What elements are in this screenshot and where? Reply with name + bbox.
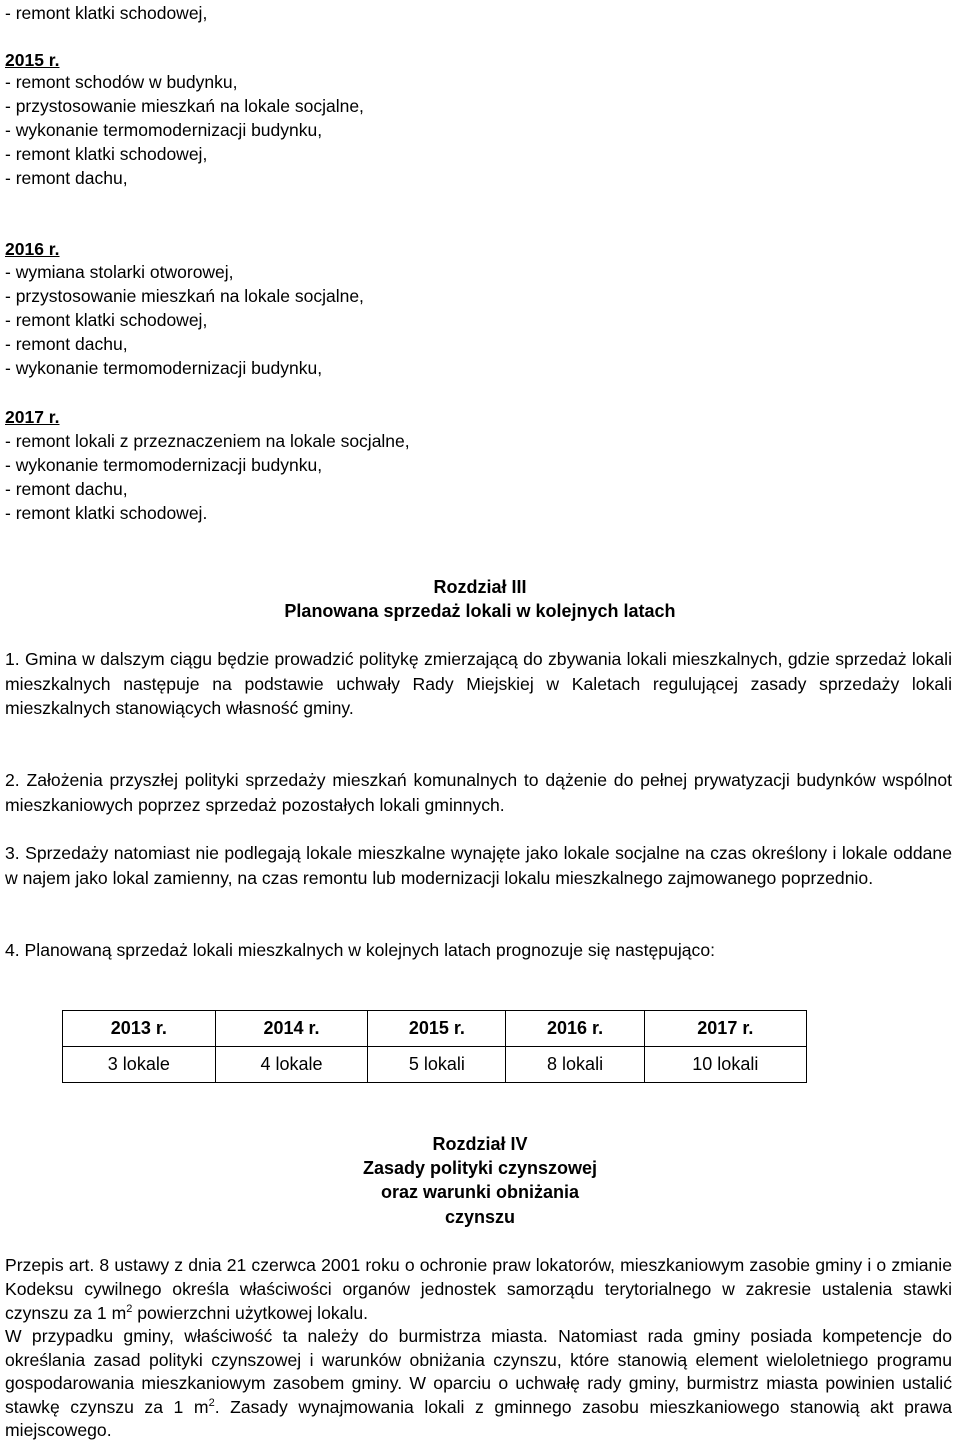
list-item: - remont klatki schodowej. [5,503,208,523]
list-item: - remont dachu, [5,479,128,499]
table-header-row [63,1011,807,1047]
table-cell: 3 lokale [63,1047,216,1083]
year-heading-2017: 2017 r. [5,407,60,427]
paragraph-text: W przypadku gminy, właściwość ta należy do burmistrza miasta. Natomiast rada gminy posiada kompetencje do określania zasad polityki czynszowej i warunków obniżania czynszu, które stanowią element wieloletniego programu gospodarowania mieszkaniowym zasobem gminy. W oparciu o uchwałę rady gminy, burmistrz miasta powinien ustalić stawkę czynszu za 1 m [5,1326,952,1417]
list-item: - wymiana stolarki otworowej, [5,262,234,282]
table-header-cell: 2016 r. [506,1011,644,1047]
chapter-subtitle: Planowana sprzedaż lokali w kolejnych latach [284,601,676,621]
table-cell: 8 lokali [506,1047,644,1083]
table-row [63,1047,807,1083]
paragraph [5,1325,952,1443]
table-header-cell: 2014 r. [215,1011,368,1047]
chapter-subtitle: oraz warunki obniżania [380,1182,580,1202]
list-item: - remont dachu, [5,168,128,188]
list-item: - wykonanie termomodernizacji budynku, [5,358,323,378]
list-item: - przystosowanie mieszkań na lokale socjalne, [5,96,364,116]
table-header-cell: 2015 r. [368,1011,506,1047]
list-item: - remont klatki schodowej, [5,310,208,330]
chapter-subtitle: Zasady polityki czynszowej [362,1158,598,1178]
list-item: - remont lokali z przeznaczeniem na lokale socjalne, [5,431,410,451]
chapter-title: Rozdział IV [432,1134,528,1154]
year-heading-2016: 2016 r. [5,239,60,259]
paragraph: 4. Planowaną sprzedaż lokali mieszkalnych w kolejnych latach prognozuje się następująco: [5,940,716,960]
list-item: - wykonanie termomodernizacji budynku, [5,120,323,140]
paragraph: 1. Gmina w dalszym ciągu będzie prowadzić politykę zmierzającą do zbywania lokali mieszkalnych, gdzie sprzedaż lokali mieszkalnych następuje na podstawie uchwały Rady Miejskiej w Kaletach regulującej zasady sprzedaży lokali mieszkalnych stanowiących własność gminy. [5,649,952,718]
paragraph-text: . Zasady wynajmowania lokali z gminnego zasobu mieszkaniowego stanowią akt prawa miejscowego. [5,1396,952,1441]
sales-table [62,1010,807,1083]
chapter-subtitle: czynszu [444,1207,516,1227]
list-item: - remont dachu, [5,334,128,354]
superscript: 2 [208,1396,215,1409]
list-item: - przystosowanie mieszkań na lokale socjalne, [5,286,364,306]
paragraph-text: powierzchni użytkowej lokalu. [132,1303,369,1323]
list-item: - wykonanie termomodernizacji budynku, [5,455,323,475]
superscript: 2 [126,1303,133,1316]
table-cell: 4 lokale [215,1047,368,1083]
year-heading-2015: 2015 r. [5,50,60,70]
table-cell: 5 lokali [368,1047,506,1083]
list-item: - remont klatki schodowej, [5,144,208,164]
paragraph [5,1253,952,1325]
chapter-title: Rozdział III [433,577,527,597]
table-cell: 10 lokali [644,1047,806,1083]
table-header-cell: 2013 r. [63,1011,216,1047]
paragraph: 3. Sprzedaży natomiast nie podlegają lokale mieszkalne wynajęte jako lokale socjalne na czas określony i lokale oddane w najem jako lokal zamienny, na czas remontu lub modernizacji lokalu mieszkalnego zajmowanego poprzednio. [5,843,952,888]
list-item: - remont klatki schodowej, [5,3,208,23]
table-header-cell: 2017 r. [644,1011,806,1047]
paragraph: 2. Założenia przyszłej polityki sprzedaży mieszkań komunalnych to dążenie do pełnej prywatyzacji budynków wspólnot mieszkaniowych poprzez sprzedaż pozostałych lokali gminnych. [5,770,952,815]
paragraph-text: Przepis art. 8 ustawy z dnia 21 czerwca 2001 roku o ochronie praw lokatorów, mieszkaniowym zasobie gminy i o zmianie Kodeksu cywilnego określa właściwości organów jednostek samorządu terytorialnego w zakresie ustalenia stawki czynszu za 1 m [5,1255,952,1323]
list-item: - remont schodów w budynku, [5,72,238,92]
